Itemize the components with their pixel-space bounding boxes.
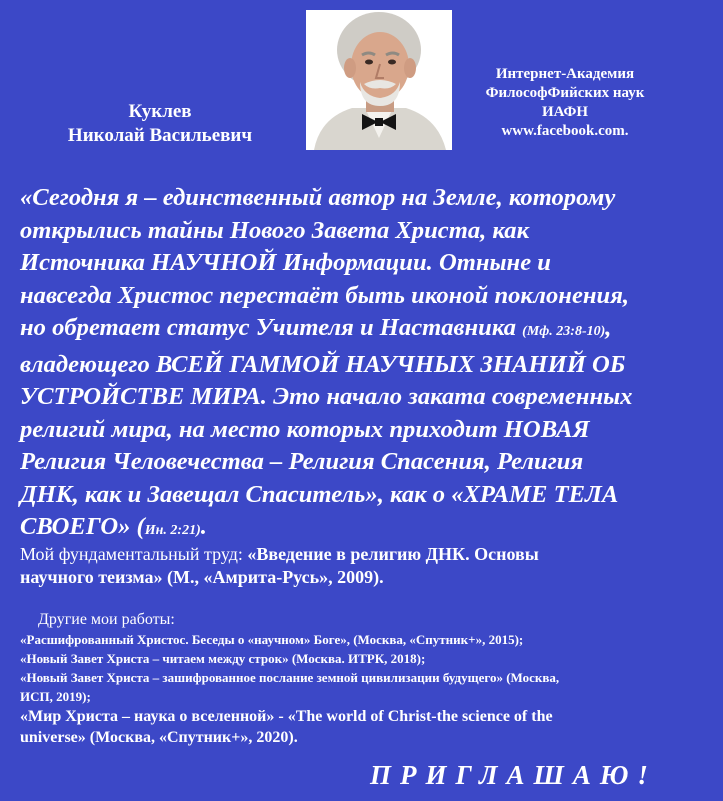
bible-reference: Ин. 2:21) xyxy=(144,523,201,538)
academy-website: www.facebook.com. xyxy=(501,123,629,139)
work-title: «Введение в религию ДНК. Основы xyxy=(247,544,539,564)
portrait-image xyxy=(306,10,452,150)
other-work-item: «Новый Завет Христа – зашифрованное послание земной цивилизации будущего» (Москва, xyxy=(20,670,560,685)
quote-text: , xyxy=(605,314,612,341)
other-work-item: «Новый Завет Христа – читаем между строк» (Москва. ИТРК, 2018); xyxy=(20,651,426,666)
other-work-item: universe» (Москва, «Спутник+», 2020). xyxy=(20,729,298,746)
academy-line-2: ФилософФийских наук xyxy=(485,85,645,101)
main-quote xyxy=(20,182,710,548)
quote-line: владеющего ВСЕЙ ГАММОЙ НАУЧНЫХ ЗНАНИЙ ОБ xyxy=(20,350,626,378)
quote-line: Религия Человечества – Религия Спасения, Религия xyxy=(20,448,584,475)
work-title: научного теизма» xyxy=(20,567,168,587)
work-line xyxy=(20,566,710,589)
quote-line: УСТРОЙСТВЕ МИРА. Это начало заката современных xyxy=(20,383,633,410)
other-works xyxy=(20,610,710,748)
work-line xyxy=(20,543,710,566)
quote-text: СВОЕГО» ( xyxy=(20,513,145,540)
author-surname: Куклев xyxy=(128,101,192,122)
invitation-text: ПРИГЛАШАЮ! xyxy=(370,760,657,790)
academy-line-3: ИАФН xyxy=(541,104,589,120)
other-work-item: «Мир Христа – наука о вселенной» - «The world of Christ-the science of the xyxy=(20,708,553,725)
author-block xyxy=(40,100,280,148)
quote-text: . xyxy=(200,513,207,540)
quote-line: Источника НАУЧНОЙ Информации. Отныне и xyxy=(20,249,551,276)
quote-line: ДНК, как и Завещал Спаситель», как о «ХРАМЕ ТЕЛА xyxy=(20,480,619,508)
other-work-item: «Расшифрованный Христос. Беседы о «научном» Боге», (Москва, «Спутник+», 2015); xyxy=(20,632,524,647)
quote-line: навсегда Христос перестаёт быть иконой поклонения, xyxy=(20,281,630,309)
quote-text: но обретает статус Учителя и Наставника xyxy=(20,314,523,341)
author-name: Николай Васильевич xyxy=(67,125,253,146)
quote-line: религий мира, на место которых приходит НОВАЯ xyxy=(20,415,590,443)
author-portrait xyxy=(306,10,452,150)
other-works-heading: Другие мои работы: xyxy=(38,611,175,628)
quote-line: «Сегодня я – единственный автор на Земле, которому xyxy=(20,184,616,211)
academy-block xyxy=(460,65,670,141)
bible-reference: (Мф. 23:8-10) xyxy=(522,324,606,339)
quote-line xyxy=(20,312,710,349)
other-work-item: ИСП, 2019); xyxy=(20,689,91,704)
quote-line: открылись тайны Нового Завета Христа, как xyxy=(20,216,530,244)
main-work xyxy=(20,543,710,589)
academy-line-1: Интернет-Академия xyxy=(495,66,635,82)
work-publisher: (М., «Амрита-Русь», 2009). xyxy=(167,567,384,587)
work-prefix: Мой фундаментальный труд: xyxy=(20,544,248,564)
